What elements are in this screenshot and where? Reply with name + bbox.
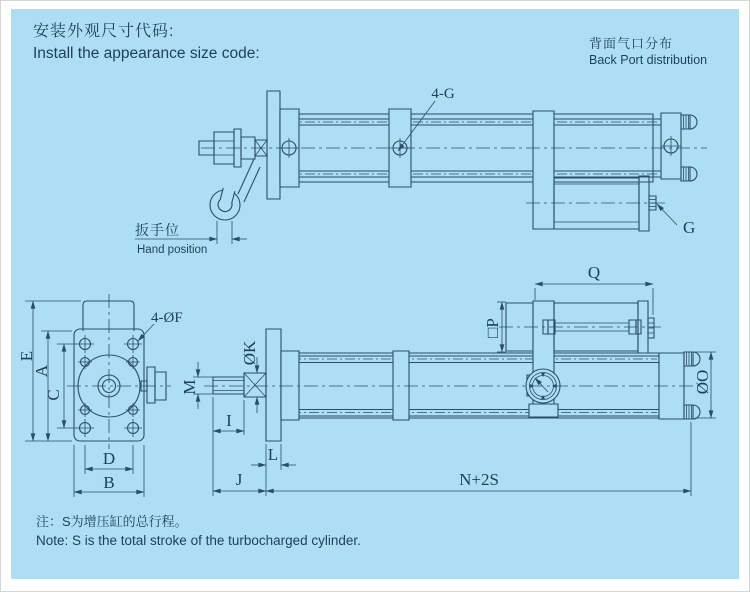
label-n2s: N+2S: [459, 470, 499, 489]
leader-4of: [138, 324, 154, 341]
booster-end-cap: [639, 176, 649, 231]
clamp-foot: [529, 404, 558, 417]
label-l: L: [267, 445, 279, 464]
label-k: ØK: [240, 340, 259, 366]
back-port-label-zh: 背面气口分布: [589, 36, 674, 51]
label-4of: 4-ØF: [151, 310, 183, 326]
wrench: [210, 159, 260, 220]
mid-band: [393, 351, 409, 420]
label-4g: 4-G: [431, 86, 455, 102]
front-dimensions: [25, 301, 144, 497]
booster-body: [554, 178, 639, 229]
note-zh: 注：S为增压缸的总行程。: [36, 514, 188, 529]
gauge-side-knob: [141, 367, 166, 403]
label-j: J: [235, 470, 243, 489]
front-flange: [266, 329, 281, 441]
cylinder-dimension-diagram: [1, 1, 750, 592]
label-a: A: [32, 364, 51, 378]
label-q: Q: [587, 263, 601, 282]
label-p: □P: [483, 318, 502, 338]
side-view-drawing: [193, 284, 716, 496]
booster-clamp-band: [533, 111, 554, 229]
hand-position-zh: 扳手位: [135, 222, 180, 238]
top-view-drawing: [135, 91, 707, 244]
back-port-label-en: Back Port distribution: [589, 53, 708, 67]
label-c: C: [44, 389, 63, 401]
leader-g: [657, 204, 677, 225]
piston-rod: [213, 377, 244, 394]
top-block: [83, 301, 134, 331]
hand-position-en: Hand position: [137, 244, 208, 256]
label-g: G: [683, 218, 696, 237]
page-title-en: Install the appearance size code:: [33, 45, 260, 62]
label-o: ØO: [693, 369, 712, 395]
note-en: Note: S is the total stroke of the turbocharged cylinder.: [36, 533, 361, 548]
label-m: M: [180, 379, 199, 395]
label-i: I: [226, 411, 232, 430]
label-b: B: [103, 473, 115, 492]
label-d: D: [102, 449, 116, 468]
head-cap-band: [281, 351, 299, 420]
label-e: E: [17, 350, 36, 362]
booster-port-block: [648, 318, 654, 338]
page-title-zh: 安装外观尺寸代码:: [33, 23, 175, 40]
front-flange: [267, 91, 280, 199]
